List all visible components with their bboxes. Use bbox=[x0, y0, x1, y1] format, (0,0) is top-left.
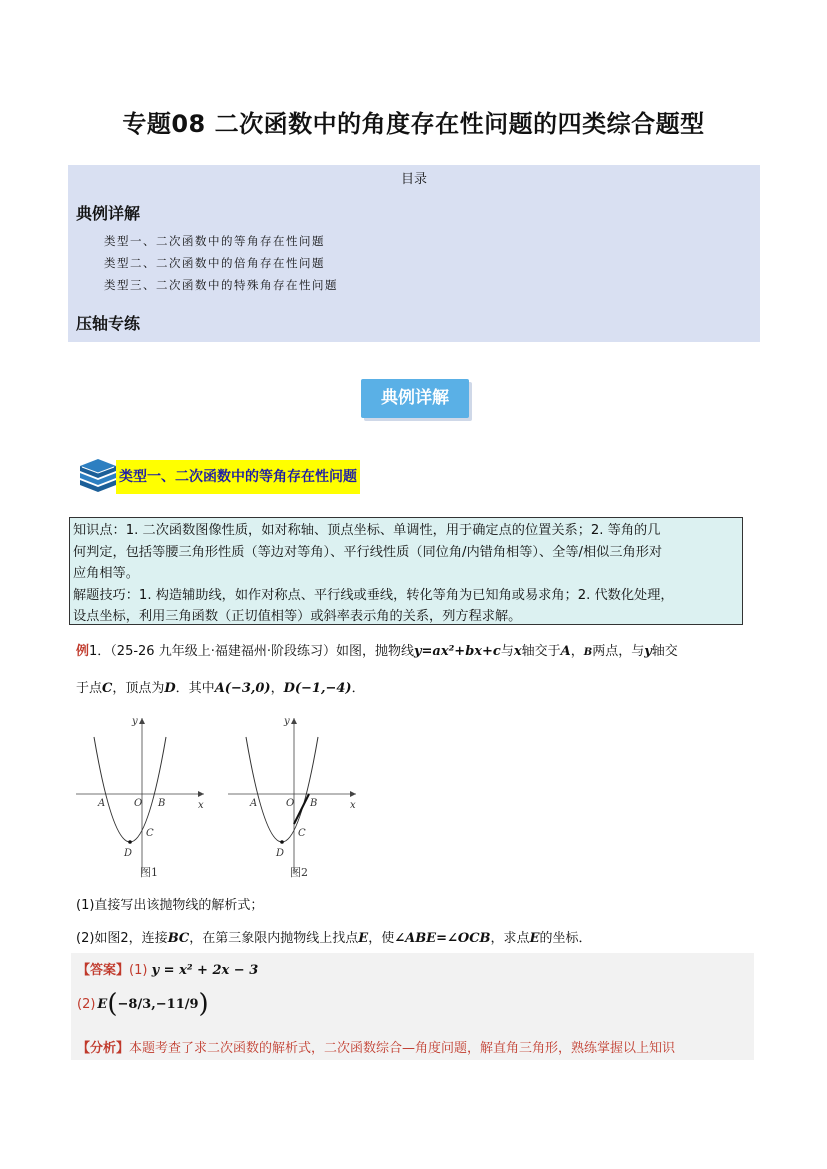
book-stack-icon bbox=[76, 456, 118, 496]
question-2: (2)如图2，连接BC，在第三象限内抛物线上找点E，使∠ABE=∠OCB，求点E的坐标． bbox=[76, 931, 592, 946]
fig1-label-C: C bbox=[146, 828, 154, 839]
toc-section-examples[interactable]: 典例详解 bbox=[76, 204, 141, 223]
parabola-figures bbox=[74, 712, 364, 882]
point-D: D(−1,−4) bbox=[283, 681, 352, 696]
example-line-1: 例1．（25-26 九年级上·福建福州·阶段练习）如图，抛物线y=ax²+bx+c与x轴交于A，B两点，与y轴交 bbox=[76, 644, 678, 659]
table-of-contents bbox=[68, 165, 760, 342]
fig2-label-x: x bbox=[350, 800, 356, 811]
figure-1 bbox=[76, 716, 204, 879]
figure-2 bbox=[228, 716, 356, 879]
fig1-caption: 图1 bbox=[140, 866, 158, 879]
fig2-caption: 图2 bbox=[290, 866, 308, 879]
angle-condition: ∠ABE=∠OCB bbox=[394, 931, 491, 946]
knowledge-line: 解题技巧：1. 构造辅助线，如作对称点、平行线或垂线，转化等角为已知角或易求角；2. 代数化处理， bbox=[73, 587, 674, 603]
fig2-label-D: D bbox=[276, 848, 285, 859]
answer-x-coordinate: −8/3 bbox=[117, 996, 152, 1012]
section-title-type1: 类型一、二次函数中的等角存在性问题 bbox=[116, 460, 360, 494]
example-label: 例 bbox=[76, 644, 90, 659]
toc-item-type1[interactable]: 类型一、二次函数中的等角存在性问题 bbox=[104, 234, 325, 248]
answer-block bbox=[71, 953, 754, 1060]
fig1-label-x: x bbox=[198, 800, 204, 811]
fig1-label-D: D bbox=[124, 848, 133, 859]
toc-item-type2[interactable]: 类型二、二次函数中的倍角存在性问题 bbox=[104, 256, 325, 270]
toc-heading: 目录 bbox=[400, 172, 427, 187]
fig1-label-A: A bbox=[98, 798, 106, 809]
question-1: (1)直接写出该抛物线的解析式； bbox=[76, 898, 264, 913]
answer-y-coordinate: −11/9 bbox=[155, 996, 199, 1012]
fig1-label-B: B bbox=[158, 798, 166, 809]
section-badge bbox=[361, 379, 469, 418]
fig1-label-O: O bbox=[134, 798, 143, 809]
answer-line-2: (2) E ( −8/3 , −11/9 ) bbox=[77, 989, 209, 1019]
toc-item-type3[interactable]: 类型三、二次函数中的特殊角存在性问题 bbox=[104, 278, 338, 292]
answer-equation: y = x² + 2x − 3 bbox=[151, 963, 259, 978]
parabola-equation: y=ax²+bx+c bbox=[413, 644, 501, 659]
section-header bbox=[76, 456, 118, 496]
knowledge-box bbox=[69, 517, 743, 625]
page-title: 专题08 二次函数中的角度存在性问题的四类综合题型 bbox=[122, 110, 705, 138]
fig2-label-A: A bbox=[250, 798, 258, 809]
answer-line-1: 【答案】(1) y = x² + 2x − 3 bbox=[77, 963, 259, 978]
analysis-line: 【分析】本题考查了求二次函数的解析式，二次函数综合—角度问题，解直角三角形，熟练掌握以上知识 bbox=[77, 1041, 676, 1056]
knowledge-line: 知识点：1. 二次函数图像性质，如对称轴、顶点坐标、单调性，用于确定点的位置关系；2. 等角的几 bbox=[73, 523, 661, 538]
analysis-tag: 【分析】 bbox=[77, 1041, 130, 1056]
knowledge-line: 设点坐标，利用三角函数（正切值相等）或斜率表示角的关系，列方程求解。 bbox=[73, 609, 522, 624]
knowledge-line: 应角相等。 bbox=[73, 566, 139, 581]
fig2-label-y: y bbox=[284, 716, 290, 727]
example-line-2: 于点C，顶点为D．其中A(−3,0)，D(−1,−4)． bbox=[76, 681, 365, 696]
fig2-label-B: B bbox=[310, 798, 318, 809]
fig2-label-C: C bbox=[298, 828, 306, 839]
fig2-label-O: O bbox=[286, 798, 295, 809]
point-A: A(−3,0) bbox=[214, 681, 271, 696]
answer-tag: 【答案】 bbox=[77, 963, 130, 978]
knowledge-line: 何判定，包括等腰三角形性质（等边对等角）、平行线性质（同位角/内错角相等）、全等/相似三角形对 bbox=[73, 544, 663, 560]
badge-label: 典例详解 bbox=[381, 388, 449, 408]
fig1-label-y: y bbox=[132, 716, 138, 727]
toc-section-practice[interactable]: 压轴专练 bbox=[76, 314, 141, 333]
